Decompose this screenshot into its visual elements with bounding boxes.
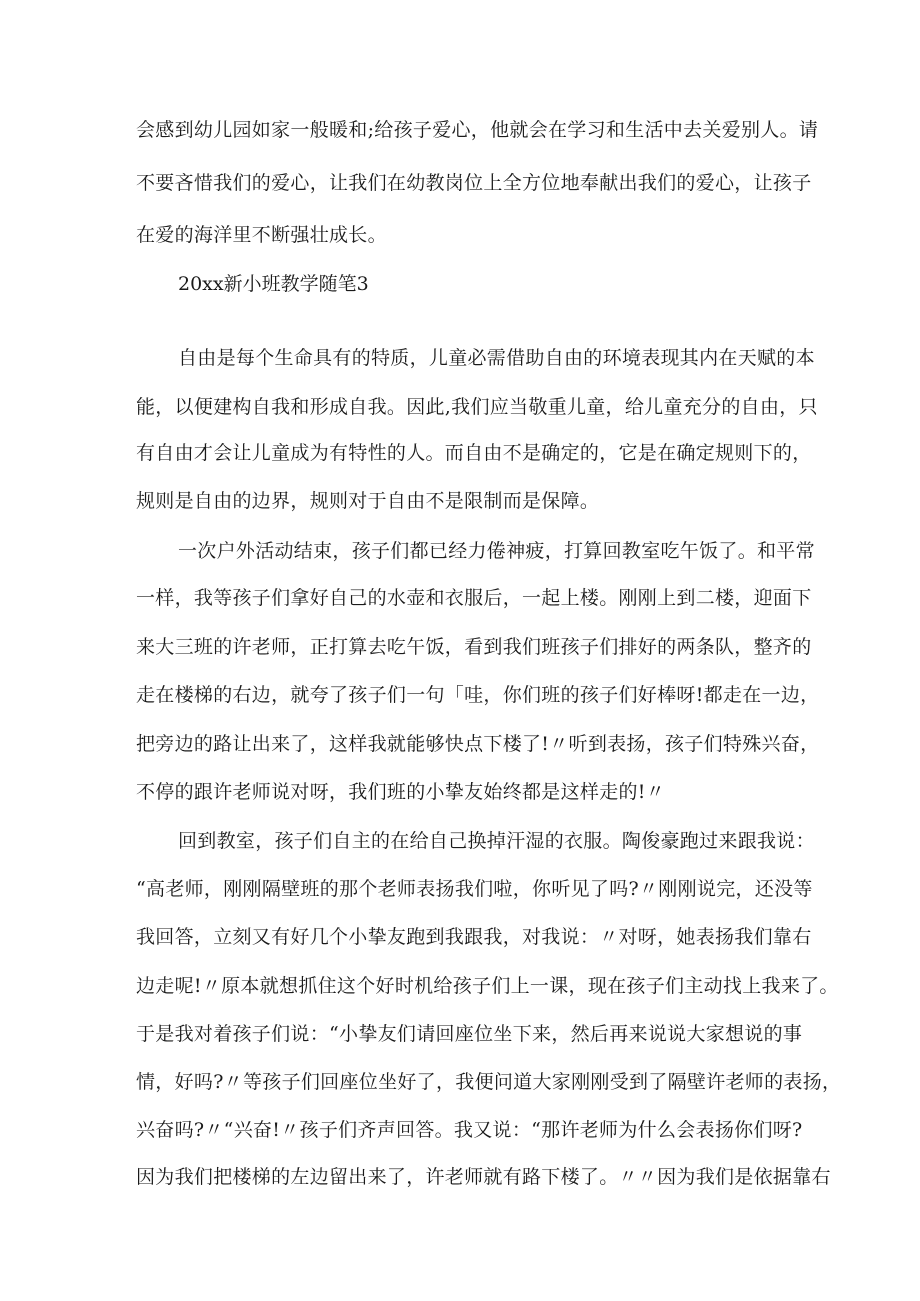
paragraph3-line-4: 边走呢!〃原本就想抓住这个好时机给孩子们上一课，现在孩子们主动找上我来了。 <box>136 975 839 997</box>
paragraph2-line-6: 不停的跟许老师说对呀，我们班的小挚友始终都是这样走的!〃 <box>136 781 666 803</box>
paragraph1-line-1: 自由是每个生命具有的特质，儿童必需借助自由的环境表现其内在天赋的本 <box>178 347 815 369</box>
intro-line-3: 在爱的海洋里不断强壮成长。 <box>136 224 387 246</box>
paragraph1-line-2: 能，以便建构自我和形成自我。因此,我们应当敬重儿童，给儿童充分的自由，只 <box>136 396 818 418</box>
paragraph1-line-3: 有自由才会让儿童成为有特性的人。而自由不是确定的，它是在确定规则下的， <box>136 442 812 464</box>
paragraph3-line-5: 于是我对着孩子们说：“小挚友们请回座位坐下来，然后再来说说大家想说的事 <box>136 1023 803 1045</box>
paragraph2-line-1: 一次户外活动结束，孩子们都已经力倦神疲，打算回教室吃午饭了。和平常 <box>178 540 815 562</box>
section-title: 20xx新小班教学随笔3 <box>178 273 369 295</box>
paragraph2-line-2: 一样，我等孩子们拿好自己的水壶和衣服后，一起上楼。刚刚上到二楼，迎面下 <box>136 587 812 609</box>
paragraph2-line-3: 来大三班的许老师，正打算去吃午饭，看到我们班孩子们排好的两条队，整齐的 <box>136 636 812 658</box>
paragraph3-line-2: “高老师，刚刚隔壁班的那个老师表扬我们啦，你听见了吗?〃刚刚说完，还没等 <box>136 878 813 900</box>
paragraph1-line-4: 规则是自由的边界，规则对于自由不是限制而是保障。 <box>136 490 600 512</box>
paragraph3-line-8: 因为我们把楼梯的左边留出来了，许老师就有路下楼了。〃〃因为我们是依据靠右 <box>136 1166 831 1188</box>
paragraph3-line-6: 情，好吗?〃等孩子们回座位坐好了，我便问道大家刚刚受到了隔壁许老师的表扬， <box>136 1071 842 1093</box>
paragraph2-line-5: 把旁边的路让出来了，这样我就能够快点下楼了!〃听到表扬，孩子们特殊兴奋， <box>136 733 820 755</box>
intro-line-2: 不要吝惜我们的爱心，让我们在幼教岗位上全方位地奉献出我们的爱心，让孩子 <box>136 172 812 194</box>
intro-line-1: 会感到幼儿园如家一般暖和;给孩子爱心，他就会在学习和生活中去关爱别人。请 <box>136 119 819 141</box>
paragraph3-line-1: 回到教室，孩子们自主的在给自己换掉汗湿的衣服。陶俊豪跑过来跟我说： <box>178 830 815 852</box>
paragraph3-line-7: 兴奋吗?〃“兴奋!〃孩子们齐声回答。我又说：“那许老师为什么会表扬你们呀? <box>136 1119 803 1141</box>
paragraph2-line-4: 走在楼梯的右边，就夸了孩子们一句「哇，你们班的孩子们好棒呀!都走在一边， <box>136 684 820 706</box>
paragraph3-line-3: 我回答，立刻又有好几个小挚友跑到我跟我，对我说：〃对呀，她表扬我们靠右 <box>136 926 812 948</box>
